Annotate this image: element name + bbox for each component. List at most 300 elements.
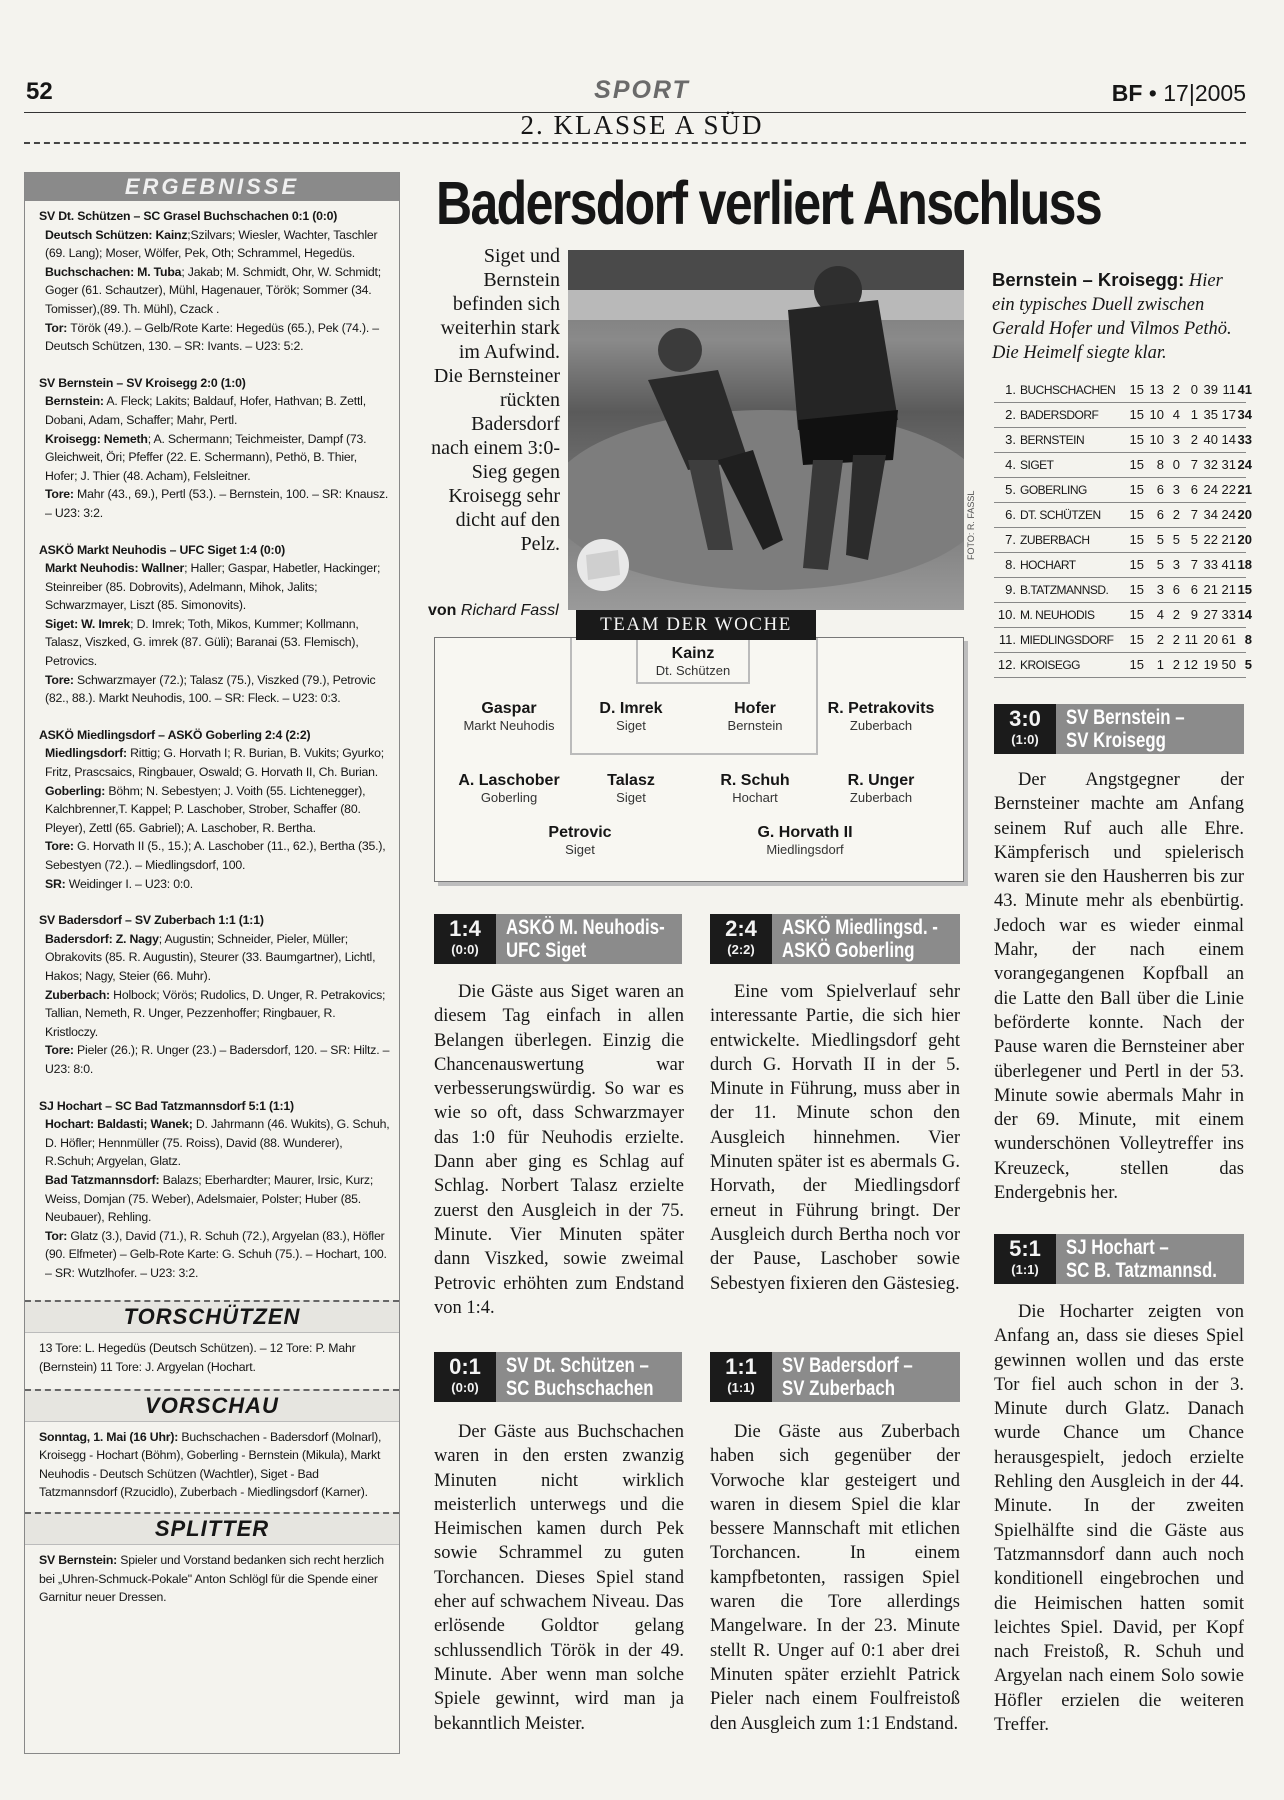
player-name: Talasz [607, 772, 655, 789]
standings-gp: 15 [1129, 557, 1144, 572]
splitter-body: Spieler und Vorstand bedanken sich recht herzlich bei „Uhren-Schmuck-Pokale" Anton Schlögl für die Spende einer Garnitur neuer Dressen. [39, 1553, 384, 1605]
standings-pts: 21 [1237, 482, 1252, 497]
standings-l: 1 [1190, 407, 1198, 422]
final-score: 2:4 [725, 916, 757, 941]
results-sidebar [24, 172, 400, 1754]
standings-pts: 5 [1244, 657, 1252, 672]
standings-row [994, 478, 1252, 503]
standings-d: 2 [1172, 657, 1180, 672]
header-divider [24, 142, 1246, 144]
detail-text: Glatz (3.), David (71.), R. Schuh (72.), Argyelan (83.), Höfler (90. Elfmeter) – Gelb-Rote Karte: G. Schuh (75.). – Hochart, 100. – SR: Wutzlhofer. – U23: 3:2. [45, 1228, 387, 1280]
byline [428, 602, 562, 620]
standings-gp: 15 [1129, 432, 1144, 447]
match-detail [39, 875, 391, 894]
standings-ga: 61 [1221, 632, 1236, 647]
score-box [710, 914, 772, 964]
standings-pts: 18 [1237, 557, 1252, 572]
standings-rank: 6. [1005, 507, 1016, 522]
standings-ga: 14 [1221, 432, 1236, 447]
detail-label: Goberling: [45, 783, 106, 798]
standings-team: BUCHSCHACHEN [1020, 383, 1116, 397]
standings-gf: 33 [1203, 557, 1218, 572]
standings-d: 2 [1172, 507, 1180, 522]
caption-text: Hier ein typisches Duell zwischen Gerald Hofer und Vilmos Pethö. Die Heimelf siegte klar. [992, 271, 1232, 363]
standings-gp: 15 [1129, 532, 1144, 547]
standings-gp: 15 [1129, 482, 1144, 497]
player-club: Goberling [480, 790, 538, 805]
match-result [39, 207, 391, 356]
detail-text: Schwarzmayer (72.); Talasz (75.), Viszked (79.), Petrovic (82., 88.). Markt Neuhodis, 100. – SR: Fleck. – U23: 0:3. [45, 672, 376, 706]
standings-gf: 24 [1203, 482, 1218, 497]
standings-row [994, 503, 1252, 528]
standings-pts: 33 [1237, 432, 1252, 447]
standings-rank: 1. [1005, 382, 1016, 397]
standings-gp: 15 [1129, 507, 1144, 522]
football-duel-photo [568, 250, 964, 610]
player-name: D. Imrek [599, 700, 663, 717]
detail-label: Tore: [45, 1043, 74, 1058]
standings-row [994, 603, 1252, 628]
article-headline: Badersdorf verliert Anschluss [436, 169, 1102, 237]
detail-text: ; Jakab; M. Schmidt, Ohr, W. Schmidt; Goger (61. Schautzer), Mühl, Hagenauer, Török; Sommer (34. Tomisser),(89. Th. Mühl), Czack . [45, 264, 381, 316]
detail-text: ; Haller; Gaspar, Habetler, Hackinger; Steinreiber (85. Dobrovits), Adelmann, Mihok, Jalits; Schwarzmayer, Liszt (85. Simonovits). [45, 561, 381, 613]
standings-rank: 9. [1005, 582, 1016, 597]
detail-text: D. Jahrmann (46. Wukits), G. Schuh, D. Höfler; Hennmüller (75. Roiss), David (88. Wunderer), R.Schuh; Argyelan, Glatz. [45, 1117, 390, 1169]
report-text: Eine vom Spielverlauf sehr interessante Partie, die sich hier entwickelte. Miedlingsdorf geht durch G. Horvath II in der 5. Minute in Führung, muss aber in der 11. Minute schon den Ausgleich hinnehmen. Vier Minuten später ist es abermals G. Horvath, der Miedlingsdorf erneut in Führung bringt. Der Ausgleich durch Bertha noch vor der Pause, Laschober sowie Sebestyen fixieren den Gästesieg. [710, 982, 960, 1294]
match-detail [39, 1227, 391, 1283]
player-club: Siget [616, 790, 646, 805]
detail-text: Balazs; Eberhardter; Maurer, Irsic, Kurz; Weiss, Domjan (75. Weber), Adelsmaier, Polster; Huber (85. Neubauer), Rehling. [45, 1172, 374, 1225]
byline-author: Richard Fassl [460, 602, 559, 619]
team-of-week-player [806, 700, 956, 733]
standings-w: 4 [1156, 607, 1164, 622]
standings-rank: 2. [1005, 407, 1016, 422]
standings-gp: 15 [1129, 607, 1144, 622]
standings-w: 10 [1149, 432, 1164, 447]
away-team: SV Zuberbach [782, 1377, 895, 1400]
standings-l: 6 [1190, 582, 1198, 597]
issue-info: BF • 17|2005 [1111, 80, 1246, 106]
score-box [434, 914, 496, 964]
standings-pts: 34 [1237, 407, 1252, 422]
match-detail [39, 744, 391, 781]
player-name: Gaspar [481, 700, 537, 717]
match-teams [506, 916, 665, 962]
detail-label: Badersdorf: Z. Nagy [45, 931, 159, 946]
match-teams [1066, 706, 1185, 752]
detail-text: Holbock; Vörös; Rudolics, D. Unger, R. Petrakovics; Tallian, Nemeth, R. Unger, Pezzenhoffer; Ringbauer, R. Kristloczy. [45, 987, 386, 1039]
standings-row [994, 378, 1252, 403]
detail-label: Bernstein: [45, 394, 104, 409]
match-heading: SV Bernstein – SV Kroisegg 2:0 (1:0) [39, 375, 246, 390]
match-teams [1066, 1236, 1217, 1282]
byline-prefix: von [428, 602, 457, 619]
league-title: 2. KLASSE A SÜD [520, 110, 764, 140]
splitter-title: SPLITTER [25, 1512, 399, 1545]
halftime-score: (1:1) [727, 1380, 755, 1395]
standings-pts: 20 [1237, 532, 1252, 547]
standings-team: BERNSTEIN [1020, 433, 1085, 447]
standings-gf: 39 [1203, 382, 1218, 397]
team-of-week-player [505, 824, 655, 857]
standings-team: MIEDLINGSDORF [1020, 633, 1114, 647]
player-name: Hofer [734, 700, 776, 717]
team-of-week-player [730, 824, 880, 857]
standings-ga: 31 [1221, 457, 1236, 472]
standings-l: 7 [1190, 507, 1198, 522]
report-text: Der Angstgegner der Bernsteiner machte am Anfang seinem Ruf auch alle Ehre. Kämpferisch und spielerisch waren sie den Hausherren bis zur 43. Minute mehr als ebenbürtig. Jedoch war es wieder einmal Mahr, der nach einem vorangegangenen Kopfball an die Latte den Ball über die Linie beförderte konnte. Nach der Pause waren die Bernsteiner aber überlegener und Pertl in der 53. Minute sowie abermals Mahr in der 69. Minute, mit einem wunderschönen Volleytreffer ins Kreuzeck, stellen das Endergebnis her. [994, 770, 1244, 1204]
away-team: SC Buchschachen [506, 1377, 654, 1400]
score-tag [994, 704, 1244, 754]
detail-text: ;Szilvars; Wiesler, Wachter, Taschler (69. Lang); Moser, Wölfer, Pek, Oth; Schrammel, Hegedüs. [45, 227, 378, 261]
standings-gp: 15 [1129, 582, 1144, 597]
standings-pts: 8 [1244, 632, 1252, 647]
standings-gf: 19 [1203, 657, 1218, 672]
player-club: Markt Neuhodis [463, 718, 555, 733]
standings-w: 6 [1156, 507, 1164, 522]
detail-label: Tor: [45, 1228, 68, 1243]
home-team: SV Dt. Schützen – [506, 1354, 649, 1377]
standings-gp: 15 [1129, 407, 1144, 422]
score-box [994, 1234, 1056, 1284]
away-team: SC B. Tatzmannsd. [1066, 1259, 1217, 1282]
standings-team: DT. SCHÜTZEN [1020, 508, 1101, 522]
detail-label: SR: [45, 876, 66, 891]
halftime-score: (0:0) [451, 942, 479, 957]
player-name: Kainz [671, 645, 715, 662]
standings-w: 8 [1156, 457, 1164, 472]
standings-ga: 21 [1221, 582, 1236, 597]
detail-text: ; A. Schermann; Teichmeister, Dampf (73. Gleichweit, Öri; Pfeffer (22. E. Schermann), Pethö, B. Thier, Hofer; J. Thier (48. Acham), Felsleitner. [45, 431, 367, 483]
halftime-score: (1:0) [1011, 732, 1039, 747]
report-text: Die Hocharter zeigten von Anfang an, dass sie dieses Spiel gewinnen wollen und das erste Tor fiel auch schon in der 3. Minute durch Glatz. Danach wurde Chance um Chance herausgespielt, jedoch erzielte Rehling den Ausgleich in der 44. Minute. In der zweiten Spielhälfte sind die Gäste aus Tatzmannsdorf dann auch noch konditionell eingebrochen und die Heimischen hatten somit leichtes Spiel. David, per Kopf nach Freistoß, R. Schuh und Argyelan nach einem Solo sowie Höfler erzielen die weiteren Treffer. [994, 1302, 1244, 1736]
player-club: Hochart [732, 790, 778, 805]
standings-ga: 24 [1221, 507, 1236, 522]
results-title: ERGEBNISSE [25, 173, 399, 201]
match-detail [39, 1115, 391, 1171]
match-detail [39, 1041, 391, 1078]
home-team: ASKÖ Miedlingsd. - [782, 916, 938, 939]
scorers-text: 13 Tore: L. Hegedüs (Deutsch Schützen). – 12 Tore: P. Mahr (Bernstein) 11 Tore: J. Argyelan (Hochart. [39, 1341, 356, 1375]
detail-text: ; D. Imrek; Toth, Mikos, Kummer; Kollmann, Talasz, Viszked, G. imrek (87. Güli); Baranai (53. Flemisch), Petrovics. [45, 616, 359, 669]
match-teams [506, 1354, 654, 1400]
standings-row [994, 528, 1252, 553]
match-detail [39, 263, 391, 319]
match-heading: SV Badersdorf – SV Zuberbach 1:1 (1:1) [39, 913, 264, 928]
away-team: SV Kroisegg [1066, 729, 1166, 752]
match-report [434, 980, 684, 1340]
player-name: G. Horvath II [757, 824, 853, 841]
standings-row [994, 403, 1252, 428]
player-name: R. Schuh [720, 772, 790, 789]
standings-gf: 22 [1203, 532, 1218, 547]
score-box [994, 704, 1056, 754]
match-detail [39, 615, 391, 671]
splitter-text [25, 1545, 399, 1607]
player-club: Bernstein [727, 718, 783, 733]
standings-pts: 24 [1237, 457, 1252, 472]
standings-row [994, 428, 1252, 453]
standings-gp: 15 [1129, 657, 1144, 672]
standings-gf: 20 [1203, 632, 1218, 647]
match-result [39, 374, 391, 523]
standings-ga: 33 [1221, 607, 1236, 622]
standings-l: 9 [1190, 607, 1198, 622]
standings-pts: 15 [1237, 582, 1252, 597]
away-team: UFC Siget [506, 939, 587, 962]
standings-row [994, 628, 1252, 653]
photo-caption [992, 268, 1244, 365]
final-score: 1:1 [725, 1354, 757, 1379]
standings-ga: 21 [1221, 532, 1236, 547]
match-result [39, 726, 391, 893]
match-detail [39, 1171, 391, 1227]
standings-rank: 12. [997, 657, 1016, 672]
final-score: 5:1 [1009, 1236, 1041, 1261]
standings-d: 2 [1172, 632, 1180, 647]
match-report [994, 1300, 1244, 1770]
home-team: SV Badersdorf – [782, 1354, 913, 1377]
team-of-week-player [618, 645, 768, 678]
detail-label: Markt Neuhodis: Wallner [45, 561, 185, 576]
match-detail [39, 485, 391, 522]
detail-label: Deutsch Schützen: Kainz [45, 227, 188, 242]
detail-text: A. Fleck; Lakits; Baldauf, Hofer, Hathvan; B. Zettl, Dobani, Adam, Schaffer; Mahr, Pertl. [45, 394, 366, 427]
halftime-score: (1:1) [1011, 1262, 1039, 1277]
detail-label: Hochart: Baldasti; Wanek; [45, 1117, 193, 1132]
score-box [710, 1352, 772, 1402]
standings-rank: 4. [1005, 457, 1016, 472]
vorschau-title: VORSCHAU [25, 1389, 399, 1422]
detail-text: Pieler (26.); R. Unger (23.) – Badersdorf, 120. – SR: Hiltz. – U23: 8:0. [45, 1043, 390, 1076]
standings-team: GOBERLING [1020, 483, 1087, 497]
standings-gf: 40 [1203, 432, 1218, 447]
detail-label: Tore: [45, 839, 74, 854]
standings-pts: 14 [1237, 607, 1252, 622]
standings-team: M. NEUHODIS [1020, 608, 1095, 622]
halftime-score: (2:2) [727, 942, 755, 957]
standings-l: 12 [1183, 657, 1198, 672]
standings-team: BADERSDORF [1020, 408, 1099, 422]
standings-l: 5 [1190, 532, 1198, 547]
article-lead: Siget und Bernstein befinden sich weiterhin stark im Aufwind. Die Bernsteiner rückten Badersdorf nach einem 3:0-Sieg gegen Kroisegg sehr dicht auf den Pelz. [431, 245, 560, 555]
match-report [710, 1420, 960, 1760]
match-heading: ASKÖ Markt Neuhodis – UFC Siget 1:4 (0:0) [39, 542, 285, 557]
match-detail [39, 392, 391, 429]
match-detail [39, 930, 391, 986]
detail-label: Bad Tatzmannsdorf: [45, 1172, 160, 1187]
standings-w: 5 [1156, 532, 1164, 547]
photo-credit: FOTO: R. FASSL [966, 490, 976, 560]
standings-gp: 15 [1129, 632, 1144, 647]
match-report [710, 980, 960, 1340]
player-club: Zuberbach [849, 718, 913, 733]
detail-text: Török (49.). – Gelb/Rote Karte: Hegedüs (65.), Pek (74.). – Deutsch Schützen, 130. – SR: Ivants. – U23: 5:2. [45, 320, 379, 354]
issue-number: 17|2005 [1163, 80, 1246, 106]
standings-gf: 35 [1203, 407, 1218, 422]
player-club: Zuberbach [849, 790, 913, 805]
standings-d: 0 [1172, 457, 1180, 472]
halftime-score: (0:0) [451, 1380, 479, 1395]
player-name: Petrovic [548, 824, 612, 841]
detail-label: Siget: W. Imrek [45, 616, 131, 631]
report-text: Der Gäste aus Buchschachen waren in den ersten zwanzig Minuten nicht wirklich meisterlich unterwegs und die Heimischen kamen durch Pek sowie Schrammel zu guten Torchancen. Dieses Spiel stand eher auf schwachem Niveau. Das erlösende Goldtor gelang schlussendlich Török in der 49. Minute. Aber wenn man solche Spiele gewinnt, wird man ja bekanntlich Meister. [434, 1422, 684, 1734]
detail-label: Miedlingsdorf: [45, 746, 127, 761]
standings-w: 6 [1156, 482, 1164, 497]
caption-teams: Bernstein – Kroisegg: [992, 269, 1185, 290]
player-club: Miedlingsdorf [766, 842, 844, 857]
standings-d: 4 [1172, 407, 1180, 422]
standings-d: 3 [1172, 482, 1180, 497]
vorschau-fixtures: Buchschachen - Badersdorf (Molnarl), Kroisegg - Hochart (Böhm), Goberling - Bernstein (Mikula), Markt Neuhodis - Deutsch Schützen (Wachtler), Siget - Bad Tatzmannsdorf (Rzucidlo), Zuberbach - Miedlingsdorf (Karner). [39, 1429, 382, 1500]
standings-l: 0 [1190, 382, 1198, 397]
match-detail [39, 559, 391, 615]
detail-text: Mahr (43., 69.), Pertl (53.). – Bernstein, 100. – SR: Knausz. – U23: 3:2. [45, 487, 389, 520]
standings-gf: 21 [1203, 582, 1218, 597]
standings-gf: 34 [1203, 507, 1218, 522]
standings-d: 5 [1172, 532, 1180, 547]
standings-d: 2 [1172, 607, 1180, 622]
match-detail [39, 671, 391, 708]
away-team: ASKÖ Goberling [782, 939, 915, 962]
standings-gf: 27 [1203, 607, 1218, 622]
standings-pts: 20 [1237, 507, 1252, 522]
standings-w: 10 [1149, 407, 1164, 422]
standings-l: 6 [1190, 482, 1198, 497]
detail-text: G. Horvath II (5., 15.); A. Laschober (11., 62.), Bertha (35.), Sebestyen (72.). – Miedlingsdorf, 100. [45, 839, 386, 872]
detail-text: Rittig; G. Horvath I; R. Burian, B. Vukits; Gyurko; Fritz, Prascsaics, Ringbauer, Oswald; G. Horvath II, Ch. Burian. [45, 746, 384, 780]
player-club: Siget [616, 718, 646, 733]
standings-ga: 17 [1221, 407, 1236, 422]
standings-l: 11 [1184, 632, 1198, 647]
standings-rank: 3. [1005, 432, 1016, 447]
detail-text: Böhm; N. Sebestyen; J. Voith (55. Lichtenegger), Kalchbrenner,T. Kappel; P. Laschober, Strober, Schaffer (80. Pleyer), Zettl (65. Gabriel); A. Laschober, R. Bertha. [45, 783, 366, 835]
standings-row [994, 453, 1252, 478]
match-detail [39, 319, 391, 356]
player-club: Siget [565, 842, 595, 857]
standings-l: 7 [1190, 457, 1198, 472]
final-score: 1:4 [449, 916, 481, 941]
match-result [39, 911, 391, 1078]
match-detail [39, 986, 391, 1042]
detail-label: Zuberbach: [45, 987, 110, 1002]
standings-l: 7 [1190, 557, 1198, 572]
vorschau-text [25, 1422, 399, 1512]
home-team: SV Bernstein – [1066, 706, 1185, 729]
standings-ga: 22 [1221, 482, 1236, 497]
standings-row [994, 653, 1252, 678]
score-tag [434, 1352, 682, 1402]
match-heading: SJ Hochart – SC Bad Tatzmannsdorf 5:1 (1:1) [39, 1098, 294, 1113]
detail-label: Tore: [45, 487, 74, 502]
torschuetzen-text [25, 1333, 399, 1388]
standings-rank: 7. [1005, 532, 1016, 547]
score-tag [710, 1352, 960, 1402]
standings-d: 6 [1172, 582, 1180, 597]
match-detail [39, 837, 391, 874]
standings-w: 2 [1156, 632, 1164, 647]
detail-text: Weidinger I. – U23: 0:0. [65, 876, 193, 891]
player-club: Dt. Schützen [655, 663, 731, 678]
match-report [994, 768, 1244, 1208]
match-heading: ASKÖ Miedlingsdorf – ASKÖ Goberling 2:4 (2:2) [39, 727, 311, 742]
match-detail [39, 782, 391, 838]
standings-l: 2 [1190, 432, 1198, 447]
standings-ga: 11 [1222, 382, 1236, 397]
standings-gp: 15 [1129, 382, 1144, 397]
match-list [25, 201, 399, 1282]
detail-label: Tore: [45, 672, 74, 687]
standings-ga: 41 [1221, 557, 1236, 572]
match-report [434, 1420, 684, 1760]
splitter-club: SV Bernstein: [39, 1553, 118, 1568]
standings-team: HOCHART [1020, 558, 1076, 572]
score-box [434, 1352, 496, 1402]
score-tag [434, 914, 682, 964]
standings-rank: 5. [1005, 482, 1016, 497]
standings-team: ZUBERBACH [1020, 533, 1090, 547]
team-of-week-title: TEAM DER WOCHE [576, 610, 816, 640]
score-tag [994, 1234, 1244, 1284]
final-score: 3:0 [1009, 706, 1041, 731]
home-team: SJ Hochart – [1066, 1236, 1169, 1259]
match-teams [782, 916, 938, 962]
standings-gp: 15 [1129, 457, 1144, 472]
player-name: R. Petrakovits [827, 700, 935, 717]
match-result [39, 1097, 391, 1283]
match-result [39, 541, 391, 708]
match-heading: SV Dt. Schützen – SC Grasel Buchschachen 0:1 (0:0) [39, 209, 338, 223]
standings-ga: 50 [1221, 657, 1236, 672]
standings-d: 3 [1172, 432, 1180, 447]
player-name: R. Unger [847, 772, 915, 789]
standings-pts: 41 [1237, 382, 1252, 397]
detail-label: Tor: [45, 320, 68, 335]
standings-w: 5 [1156, 557, 1164, 572]
detail-label: Kroisegg: Nemeth [45, 431, 148, 446]
detail-text: ; Augustin; Schneider, Pieler, Müller; Obrakovits (85. R. Augustin), Steurer (33. Baumgartner), Lichtl, Hakos; Nagy, Steier (66. Muhr). [45, 931, 376, 983]
standings-gf: 32 [1203, 457, 1218, 472]
match-detail [39, 430, 391, 486]
match-photo [568, 250, 964, 610]
standings-d: 2 [1172, 382, 1180, 397]
score-tag [710, 914, 960, 964]
standings-team: B.TATZMANNSD. [1020, 583, 1109, 597]
standings-team: SIGET [1020, 458, 1054, 472]
standings-row [994, 578, 1252, 603]
standings-team: KROISEGG [1020, 658, 1081, 672]
standings-table [994, 378, 1252, 678]
standings-rank: 11. [998, 632, 1016, 647]
standings-row [994, 553, 1252, 578]
vorschau-date: Sonntag, 1. Mai (16 Uhr): [39, 1429, 179, 1444]
match-teams [782, 1354, 913, 1400]
publication-name: BF [1111, 80, 1143, 106]
standings-rank: 10. [997, 607, 1016, 622]
final-score: 0:1 [449, 1354, 481, 1379]
detail-label: Buchschachen: M. Tuba [45, 264, 182, 279]
team-of-week-player [806, 772, 956, 805]
standings-rank: 8. [1005, 557, 1016, 572]
match-detail [39, 226, 391, 263]
standings-w: 3 [1156, 582, 1164, 597]
player-name: A. Laschober [458, 772, 560, 789]
report-text: Die Gäste aus Zuberbach haben sich gegenüber der Vorwoche klar gesteigert und waren in diesem Spiel die klar bessere Mannschaft mit etlichen Torchancen. In einem kampfbetonten, rassigen Spiel waren die Tore allerdings Mangelware. In der 23. Minute stellt R. Unger auf 0:1 aber drei Minuten später erziehlt Patrick Pieler nach einem Foulfreistoß den Ausgleich zum 1:1 Endstand. [710, 1422, 960, 1734]
torschuetzen-title: TORSCHÜTZEN [25, 1300, 399, 1333]
section-title: SPORT [594, 76, 690, 104]
standings-d: 3 [1172, 557, 1180, 572]
report-text: Die Gäste aus Siget waren an diesem Tag einfach in allen Belangen überlegen. Einzig die Chancenauswertung war verbesserungswürdig. So war es wie so oft, dass Schwarzmayer das 1:0 für Neuhodis erzielte. Dann aber ging es Schlag auf Schlag. Norbert Talasz erzielte zuerst den Ausgleich in der 75. Minute. Vier Minuten später dann Viszked, sowie zweimal Petrovic erhöhten zum Endstand von 1:4. [434, 982, 684, 1318]
